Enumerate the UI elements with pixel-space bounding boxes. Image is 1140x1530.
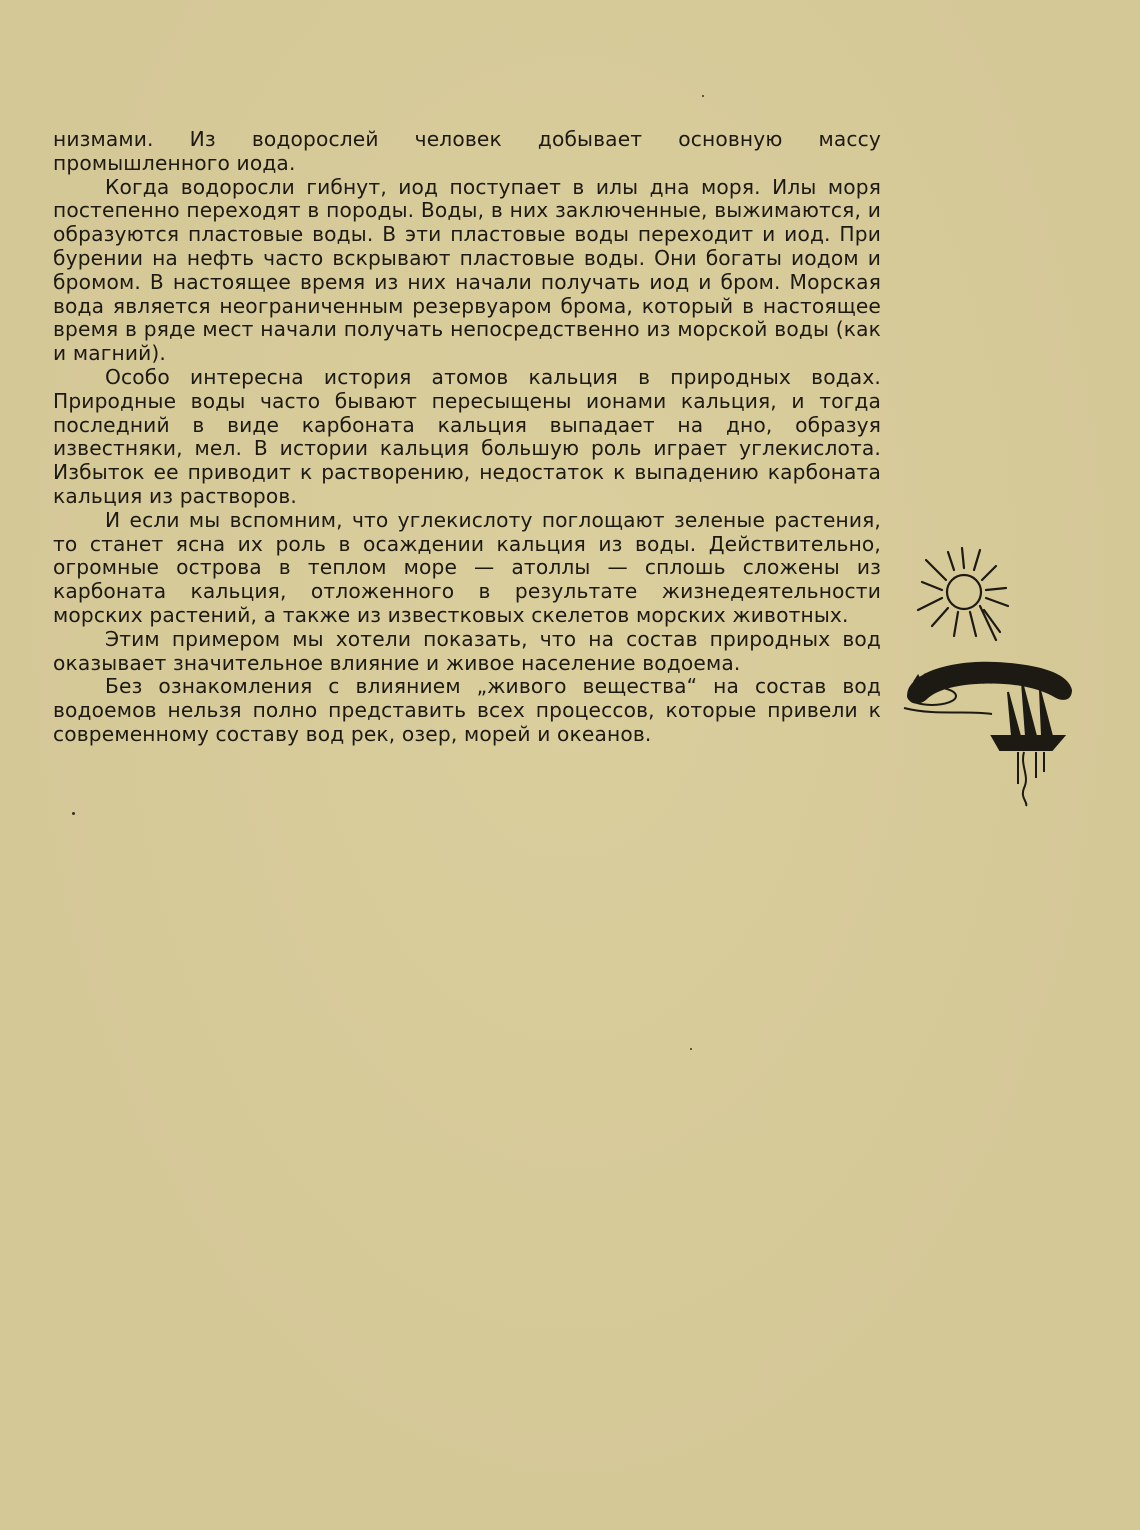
paper-speck <box>690 1048 692 1050</box>
sun-icon <box>918 548 1008 640</box>
paragraph-3: Особо интересна история атомов кальция в природных водах. Природные воды часто бывают пересыщены ионами кальция, и тогда последний в виде карбоната кальция выпадает на дно, образуя известняки, мел. В истории кальция большую роль играет углекислота. Избыток ее приводит к растворению, недостаток к выпадению карбоната кальция из растворов. <box>53 364 881 508</box>
paper-speck <box>72 812 75 815</box>
sailing-ship-icon <box>992 682 1064 806</box>
margin-illustration <box>896 540 1086 820</box>
body-text <box>53 128 881 747</box>
atoll-island-icon <box>904 662 1072 714</box>
paragraph-1: низмами. Из водорослей человек добывает основную массу промышленного иода. <box>53 127 881 175</box>
paragraph-5: Этим примером мы хотели показать, что на состав природных вод оказывает значительное влияние и живое население водоема. <box>53 626 881 675</box>
paragraph-4: И если мы вспомним, что углекислоту поглощают зеленые растения, то станет ясна их роль в осаждении кальция из воды. Действительно, огромные острова в теплом море — атоллы — сплошь сложены из карбоната кальция, отложенного в результате жизнедеятельности морских растений, а также из известковых скелетов морских животных. <box>53 507 881 627</box>
paragraph-2: Когда водоросли гибнут, иод поступает в илы дна моря. Илы моря постепенно переходят в породы. Воды, в них заключенные, выжимаются, и образуются пластовые воды. В эти пластовые воды переходит и иод. При бурении на нефть часто вскрывают пластовые воды. Они богаты иодом и бромом. В настоящее время из них начали получать иод и бром. Морская вода является неограниченным резервуаром брома, который в настоящее время в ряде мест начали получать непосредственно из морской воды (как и магний). <box>53 174 881 366</box>
paragraph-6: Без ознакомления с влиянием „живого вещества“ на состав вод водоемов нельзя полно представить всех процессов, которые привели к современному составу вод рек, озер, морей и океанов. <box>53 674 881 746</box>
paper-speck <box>702 95 704 97</box>
